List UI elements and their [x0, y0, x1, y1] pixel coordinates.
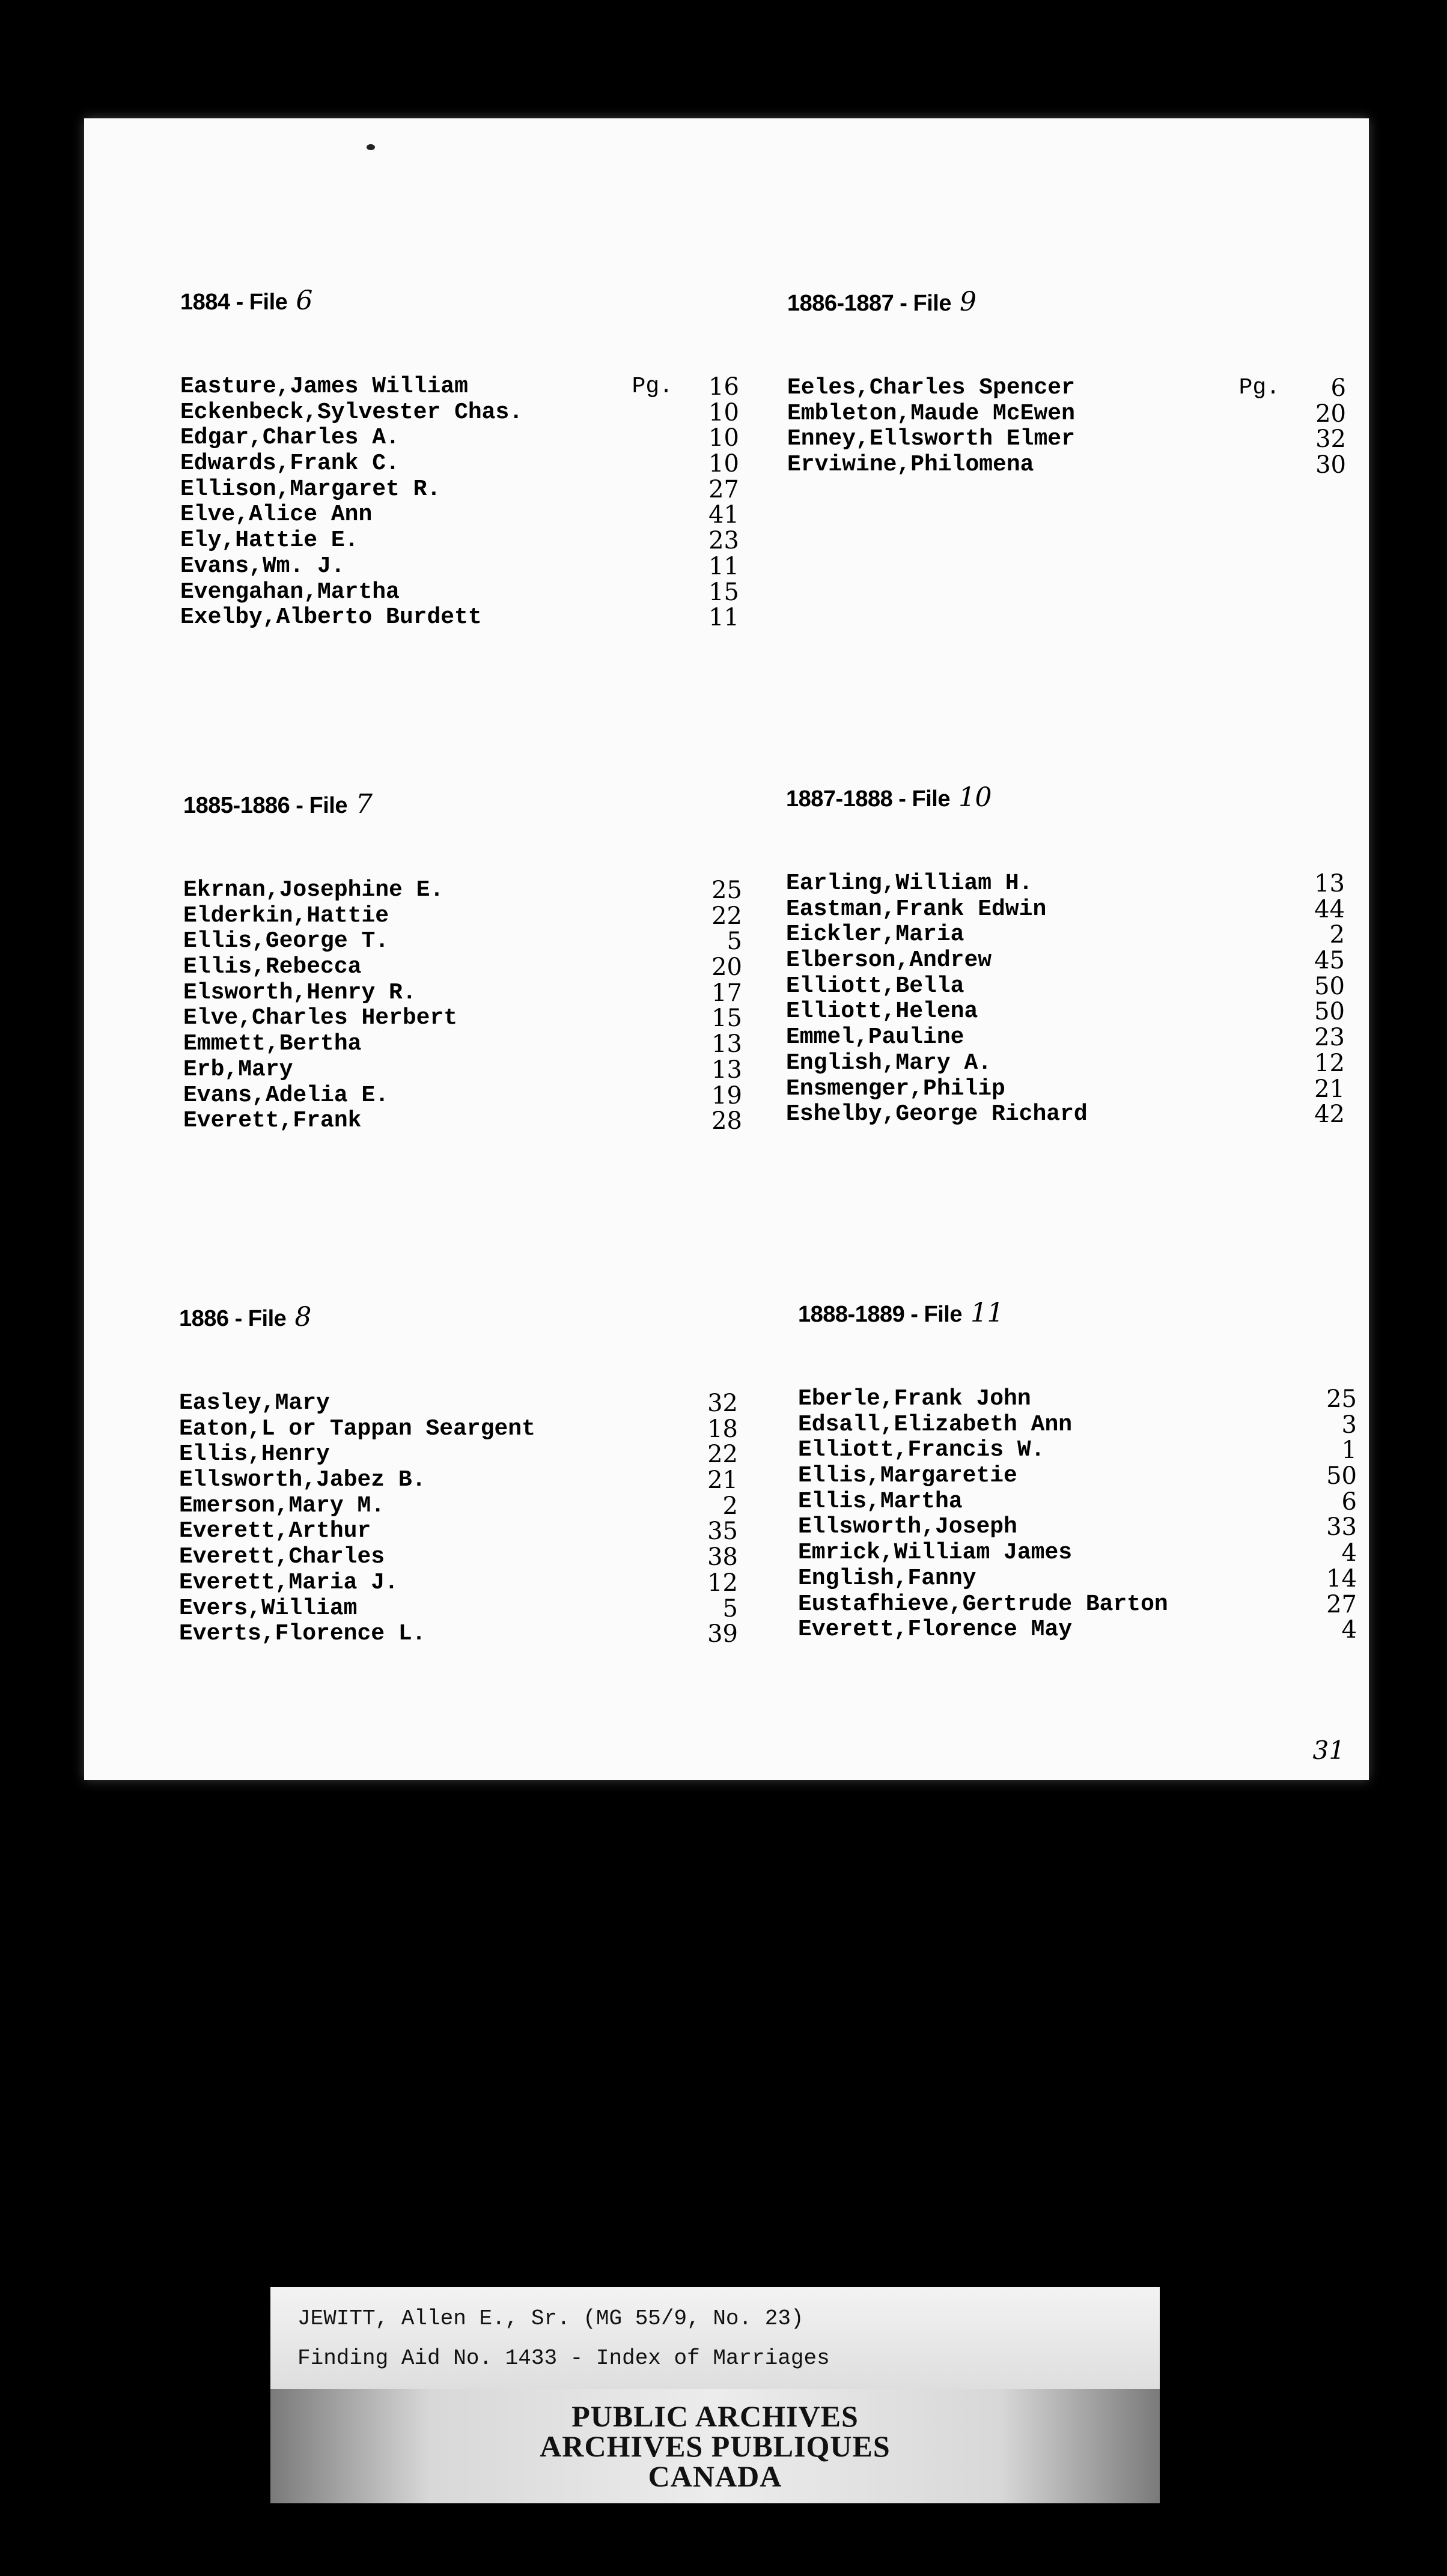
pg-label: Pg.	[1238, 375, 1280, 401]
entry-name: Eaton,L or Tappan Seargent	[179, 1415, 535, 1442]
entry-list	[798, 1387, 1357, 1643]
entry-name: Ellis,Martha	[798, 1488, 963, 1514]
entry-name: Everett,Frank	[183, 1108, 362, 1134]
entry-page: 11	[708, 604, 739, 632]
entry-row	[786, 1102, 1345, 1128]
entry-name: Ellis,Henry	[179, 1441, 330, 1468]
entry-row	[787, 427, 1346, 452]
section-1884-file-6	[180, 285, 739, 631]
entry-page: 25	[711, 876, 742, 904]
section-heading-text: 1888-1889 - File	[798, 1302, 962, 1327]
entry-page: 33	[1326, 1513, 1357, 1542]
entry-name: Elliott,Francis W.	[798, 1437, 1045, 1463]
finding-aid-label	[270, 2287, 1160, 2389]
section-heading-text: 1885-1886 - File	[183, 793, 347, 818]
entry-page: 5	[727, 928, 742, 956]
section-1885-1886-file-7	[183, 789, 742, 1134]
entry-page: 38	[707, 1543, 738, 1572]
entry-name: Ely,Hattie E.	[180, 527, 359, 554]
entry-name: English,Fanny	[798, 1565, 976, 1591]
entry-row	[787, 401, 1346, 427]
entry-page: 4	[1341, 1616, 1357, 1644]
entry-name: Ekrnan,Josephine E.	[183, 877, 444, 903]
entry-row	[798, 1514, 1357, 1540]
entry-page: 21	[1314, 1075, 1345, 1103]
entry-name: English,Mary A.	[786, 1050, 992, 1076]
entry-list	[180, 374, 739, 631]
entry-name: Eeles,Charles Spencer	[787, 375, 1075, 401]
entry-name: Eshelby,George Richard	[786, 1101, 1088, 1128]
entry-page: 16	[708, 373, 739, 401]
section-heading-text: 1887-1888 - File	[786, 786, 950, 812]
entry-page: 35	[707, 1517, 738, 1546]
entry-row	[179, 1391, 738, 1417]
entry-list	[786, 871, 1345, 1128]
entry-name: Evers,William	[179, 1595, 358, 1621]
entry-row	[183, 980, 742, 1006]
entry-row	[798, 1592, 1357, 1618]
entry-name: Emerson,Mary M.	[179, 1492, 385, 1519]
entry-page: 32	[707, 1390, 738, 1417]
section-heading	[183, 789, 742, 825]
entry-page: 25	[1326, 1385, 1357, 1413]
entry-row	[183, 904, 742, 929]
entry-row	[183, 1006, 742, 1031]
entry-name: Everts,Florence L.	[179, 1621, 426, 1647]
document-page	[84, 118, 1369, 1780]
entry-name: Emrick,William James	[798, 1540, 1073, 1566]
entry-list	[183, 878, 742, 1134]
entry-row	[180, 502, 739, 528]
entry-name: Erb,Mary	[183, 1056, 293, 1083]
entry-row	[179, 1519, 738, 1545]
entry-page: 12	[1314, 1049, 1345, 1077]
entry-page: 13	[1314, 870, 1345, 898]
file-number: 8	[294, 1302, 311, 1332]
entry-name: Emmett,Bertha	[183, 1031, 362, 1057]
section-heading-text: 1886 - File	[179, 1306, 287, 1331]
entry-row	[798, 1540, 1357, 1566]
pg-label: Pg.	[632, 374, 673, 399]
file-number: 11	[970, 1298, 1004, 1328]
entry-name: Easley,Mary	[179, 1390, 330, 1416]
section-heading	[786, 782, 1345, 818]
entry-row	[180, 580, 739, 606]
entry-page: 12	[707, 1569, 738, 1597]
entry-page: 4	[1341, 1539, 1357, 1567]
entry-row	[183, 1083, 742, 1109]
entry-row	[798, 1463, 1357, 1489]
entry-row	[180, 528, 739, 554]
entry-name: Elve,Charles Herbert	[183, 1005, 458, 1031]
entry-row	[786, 1077, 1345, 1102]
entry-name: Eberle,Frank John	[798, 1386, 1031, 1412]
entry-name: Embleton,Maude McEwen	[787, 400, 1075, 427]
entry-name: Eastman,Frank Edwin	[786, 896, 1047, 922]
entry-name: Ensmenger,Philip	[786, 1075, 1005, 1102]
entry-row	[786, 922, 1345, 948]
entry-row	[183, 955, 742, 980]
entry-page: 2	[1329, 921, 1345, 949]
entry-page: 27	[708, 475, 739, 503]
entry-name: Ellis,George T.	[183, 928, 389, 955]
entry-name: Eickler,Maria	[786, 922, 964, 948]
entry-page: 50	[1314, 998, 1345, 1026]
section-heading-text: 1886-1887 - File	[787, 291, 951, 316]
entry-row	[786, 948, 1345, 974]
entry-page: 19	[711, 1081, 742, 1110]
entry-page: 22	[707, 1441, 738, 1469]
entry-name: Everett,Charles	[179, 1544, 385, 1570]
entry-page: 14	[1326, 1564, 1357, 1593]
entry-row	[179, 1468, 738, 1493]
entry-row	[798, 1489, 1357, 1515]
entry-row	[179, 1596, 738, 1622]
entry-page: 6	[1341, 1487, 1357, 1516]
entry-name: Elsworth,Henry R.	[183, 979, 416, 1006]
entry-name: Everett,Florence May	[798, 1617, 1073, 1643]
entry-name: Enney,Ellsworth Elmer	[787, 426, 1075, 452]
entry-page: 50	[1314, 972, 1345, 1000]
entry-page: 28	[711, 1107, 742, 1135]
entry-row	[179, 1545, 738, 1570]
entry-row	[179, 1417, 738, 1442]
entry-row	[798, 1438, 1357, 1463]
entry-name: Eckenbeck,Sylvester Chas.	[180, 399, 523, 425]
entry-page: 11	[708, 552, 739, 580]
stamp-line-english: PUBLIC ARCHIVES	[571, 2399, 859, 2433]
stamp-line-french: ARCHIVES PUBLIQUES	[540, 2429, 891, 2463]
ink-speck	[367, 144, 375, 150]
section-1886-1887-file-9	[787, 287, 1346, 478]
entry-name: Elderkin,Hattie	[183, 902, 389, 929]
section-1886-file-8	[179, 1302, 738, 1647]
entry-row	[180, 374, 739, 400]
entry-page: 45	[1314, 947, 1345, 975]
section-heading-text: 1884 - File	[180, 290, 288, 315]
entry-row	[798, 1617, 1357, 1643]
entry-row	[787, 375, 1346, 401]
entry-row	[786, 1025, 1345, 1051]
entry-page: 41	[708, 501, 739, 529]
entry-page: 20	[1315, 399, 1346, 428]
entry-row	[798, 1387, 1357, 1412]
entry-name: Evans,Wm. J.	[180, 553, 345, 579]
entry-row	[180, 425, 739, 451]
entry-page: 39	[707, 1620, 738, 1648]
entry-row	[180, 477, 739, 503]
entry-name: Evans,Adelia E.	[183, 1082, 389, 1108]
entry-page: 15	[711, 1004, 742, 1033]
entry-name: Edgar,Charles A.	[180, 425, 400, 451]
section-1887-1888-file-10	[786, 782, 1345, 1128]
entry-name: Ellison,Margaret R.	[180, 476, 441, 502]
archives-stamp	[270, 2389, 1160, 2503]
entry-row	[180, 554, 739, 580]
entry-page: 15	[708, 578, 739, 606]
entry-row	[180, 451, 739, 477]
entry-page: 32	[1315, 425, 1346, 454]
entry-page: 23	[708, 527, 739, 555]
entry-name: Emmel,Pauline	[786, 1024, 964, 1051]
entry-page: 10	[708, 398, 739, 427]
entry-page: 6	[1330, 374, 1346, 402]
file-number: 10	[958, 782, 992, 813]
entry-page: 18	[707, 1415, 738, 1443]
entry-row	[786, 974, 1345, 1000]
entry-page: 2	[722, 1492, 738, 1520]
entry-page: 44	[1314, 895, 1345, 923]
entry-page: 3	[1341, 1411, 1357, 1439]
entry-name: Easture,James William	[180, 374, 468, 399]
entry-name: Elve,Alice Ann	[180, 502, 373, 528]
section-heading	[180, 285, 739, 321]
entry-name: Elliott,Helena	[786, 998, 978, 1025]
entry-row	[786, 897, 1345, 923]
page-number: 31	[1312, 1736, 1345, 1765]
entry-name: Edsall,Elizabeth Ann	[798, 1411, 1073, 1438]
entry-name: Ellis,Rebecca	[183, 954, 362, 980]
entry-row	[180, 605, 739, 631]
entry-row	[786, 871, 1345, 897]
entry-page: 13	[711, 1030, 742, 1059]
entry-page: 10	[708, 450, 739, 478]
entry-name: Elliott,Bella	[786, 973, 964, 999]
stamp-line-country: CANADA	[648, 2459, 782, 2493]
entry-row	[179, 1570, 738, 1596]
entry-row	[183, 1031, 742, 1057]
section-heading	[179, 1302, 738, 1338]
entry-row	[786, 1051, 1345, 1077]
entry-page: 23	[1314, 1024, 1345, 1052]
entry-page: 20	[711, 953, 742, 982]
entry-list	[787, 375, 1346, 478]
entry-page: 50	[1326, 1462, 1357, 1490]
entry-row	[798, 1566, 1357, 1592]
entry-page: 17	[711, 979, 742, 1007]
entry-name: Evengahan,Martha	[180, 579, 400, 605]
entry-name: Eustafhieve,Gertrude Barton	[798, 1591, 1168, 1617]
section-heading	[787, 287, 1346, 323]
entry-name: Everett,Arthur	[179, 1518, 371, 1545]
entry-name: Ellis,Margaretie	[798, 1463, 1017, 1489]
entry-row	[183, 929, 742, 955]
label-line-finding-aid: Finding Aid No. 1433 - Index of Marriages	[297, 2346, 830, 2371]
entry-name: Ellsworth,Jabez B.	[179, 1467, 426, 1493]
section-heading	[798, 1298, 1357, 1334]
entry-name: Earling,William H.	[786, 870, 1033, 896]
entry-name: Exelby,Alberto Burdett	[180, 604, 482, 631]
entry-list	[179, 1391, 738, 1647]
entry-row	[183, 1108, 742, 1134]
label-line-collection: JEWITT, Allen E., Sr. (MG 55/9, No. 23)	[297, 2306, 804, 2331]
entry-page: 5	[722, 1594, 738, 1623]
entry-name: Elberson,Andrew	[786, 947, 992, 974]
entry-row	[179, 1621, 738, 1647]
entry-row	[183, 1057, 742, 1083]
entry-row	[798, 1412, 1357, 1438]
entry-page: 42	[1314, 1101, 1345, 1129]
entry-row	[179, 1442, 738, 1468]
entry-name: Everett,Maria J.	[179, 1569, 398, 1596]
entry-page: 13	[711, 1056, 742, 1084]
file-number: 9	[960, 287, 976, 317]
entry-row	[787, 452, 1346, 478]
file-number: 6	[296, 285, 312, 316]
entry-page: 22	[711, 902, 742, 930]
entry-row	[183, 878, 742, 904]
entry-page: 21	[707, 1466, 738, 1495]
entry-page: 10	[708, 424, 739, 452]
entry-page: 30	[1315, 451, 1346, 479]
section-1888-1889-file-11	[798, 1298, 1357, 1643]
entry-page: 27	[1326, 1590, 1357, 1618]
entry-row	[180, 400, 739, 426]
entry-name: Erviwine,Philomena	[787, 452, 1034, 478]
entry-row	[786, 999, 1345, 1025]
entry-row	[179, 1493, 738, 1519]
file-number: 7	[356, 789, 373, 819]
entry-name: Edwards,Frank C.	[180, 451, 400, 477]
entry-page: 1	[1341, 1436, 1357, 1465]
entry-name: Ellsworth,Joseph	[798, 1514, 1017, 1540]
